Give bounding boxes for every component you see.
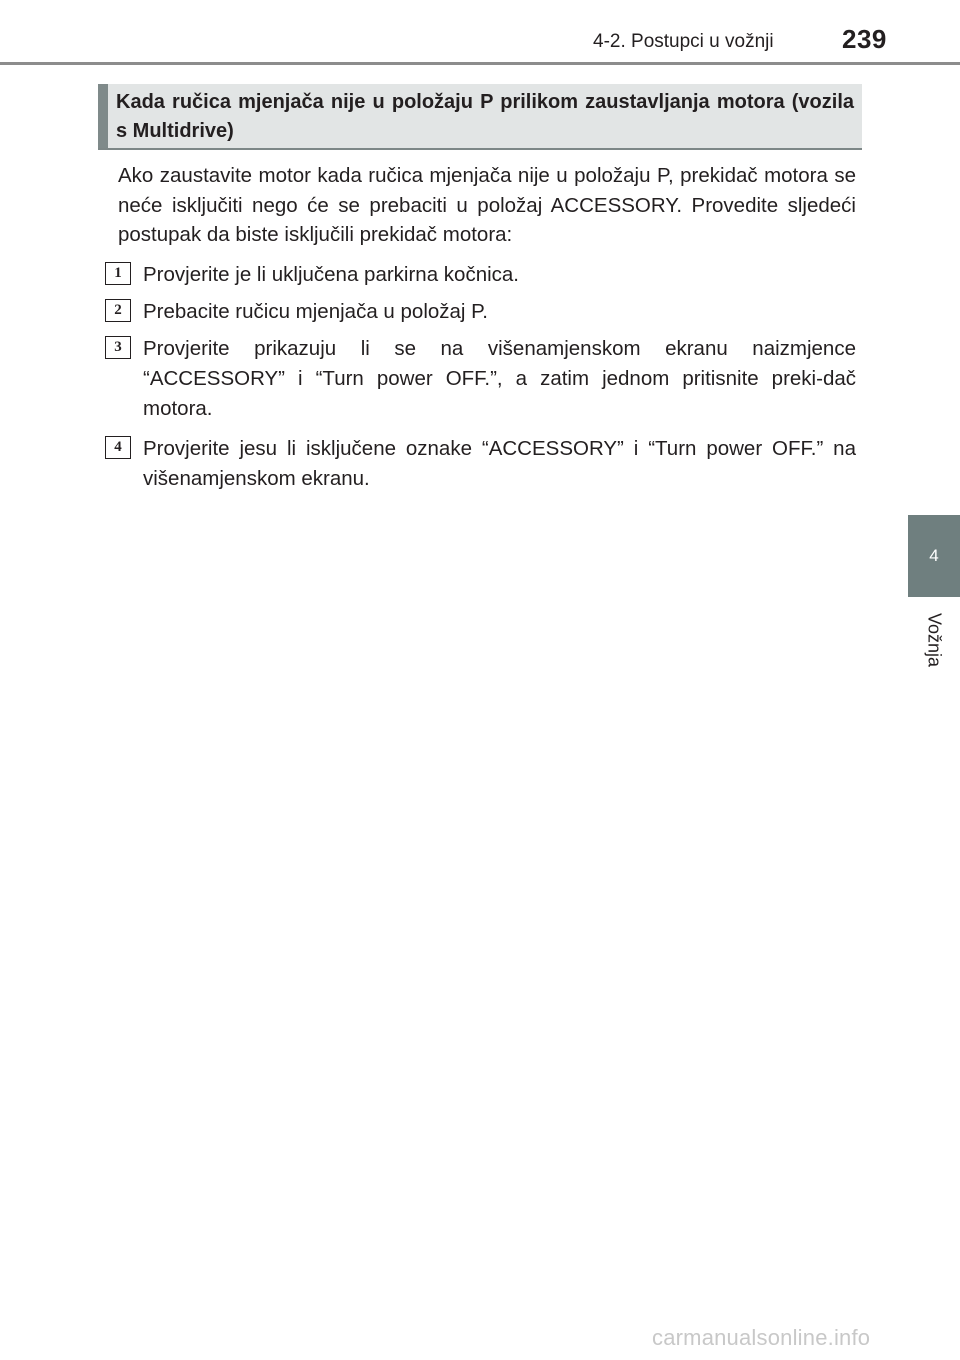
step-number-badge: 4 [105, 436, 131, 459]
chapter-tab-number: 4 [929, 546, 939, 565]
step-text: Provjerite jesu li isključene oznake “ACCESSORY” i “Turn power OFF.” na višenamjenskom ekranu. [143, 437, 856, 490]
step-number-badge: 3 [105, 336, 131, 359]
step-text: Prebacite ručicu mjenjača u položaj P. [143, 300, 488, 323]
step-number-badge: 1 [105, 262, 131, 285]
step-text: Provjerite je li uključena parkirna kočnica. [143, 263, 520, 286]
section-heading-box [98, 84, 862, 150]
chapter-tab-label-text: Vožnja [924, 612, 945, 668]
section-title: Kada ručica mjenjača nije u položaju P prilikom zaustavljanja motora (vozila s Multidrive) [116, 91, 854, 142]
header-divider [0, 62, 960, 65]
section-heading-accent-bar [98, 84, 108, 148]
step-number-badge: 2 [105, 299, 131, 322]
step-text: Provjerite prikazuju li se na višenamjenskom ekranu naizmjence “ACCESSORY” i “Turn power OFF.”, a zatim jednom pritisnite preki-dač motora. [143, 337, 856, 420]
watermark: carmanualsonline.info [652, 1325, 871, 1350]
intro-paragraph: Ako zaustavite motor kada ručica mjenjača nije u položaju P, prekidač motora se neće isključiti nego će se prebaciti u položaj ACCESSORY. Provedite sljedeći postupak da biste isključili prekidač motora: [118, 164, 856, 246]
page-number: 239 [842, 24, 887, 54]
running-header-section: 4-2. Postupci u vožnji [593, 31, 774, 52]
chapter-tab [908, 515, 960, 597]
